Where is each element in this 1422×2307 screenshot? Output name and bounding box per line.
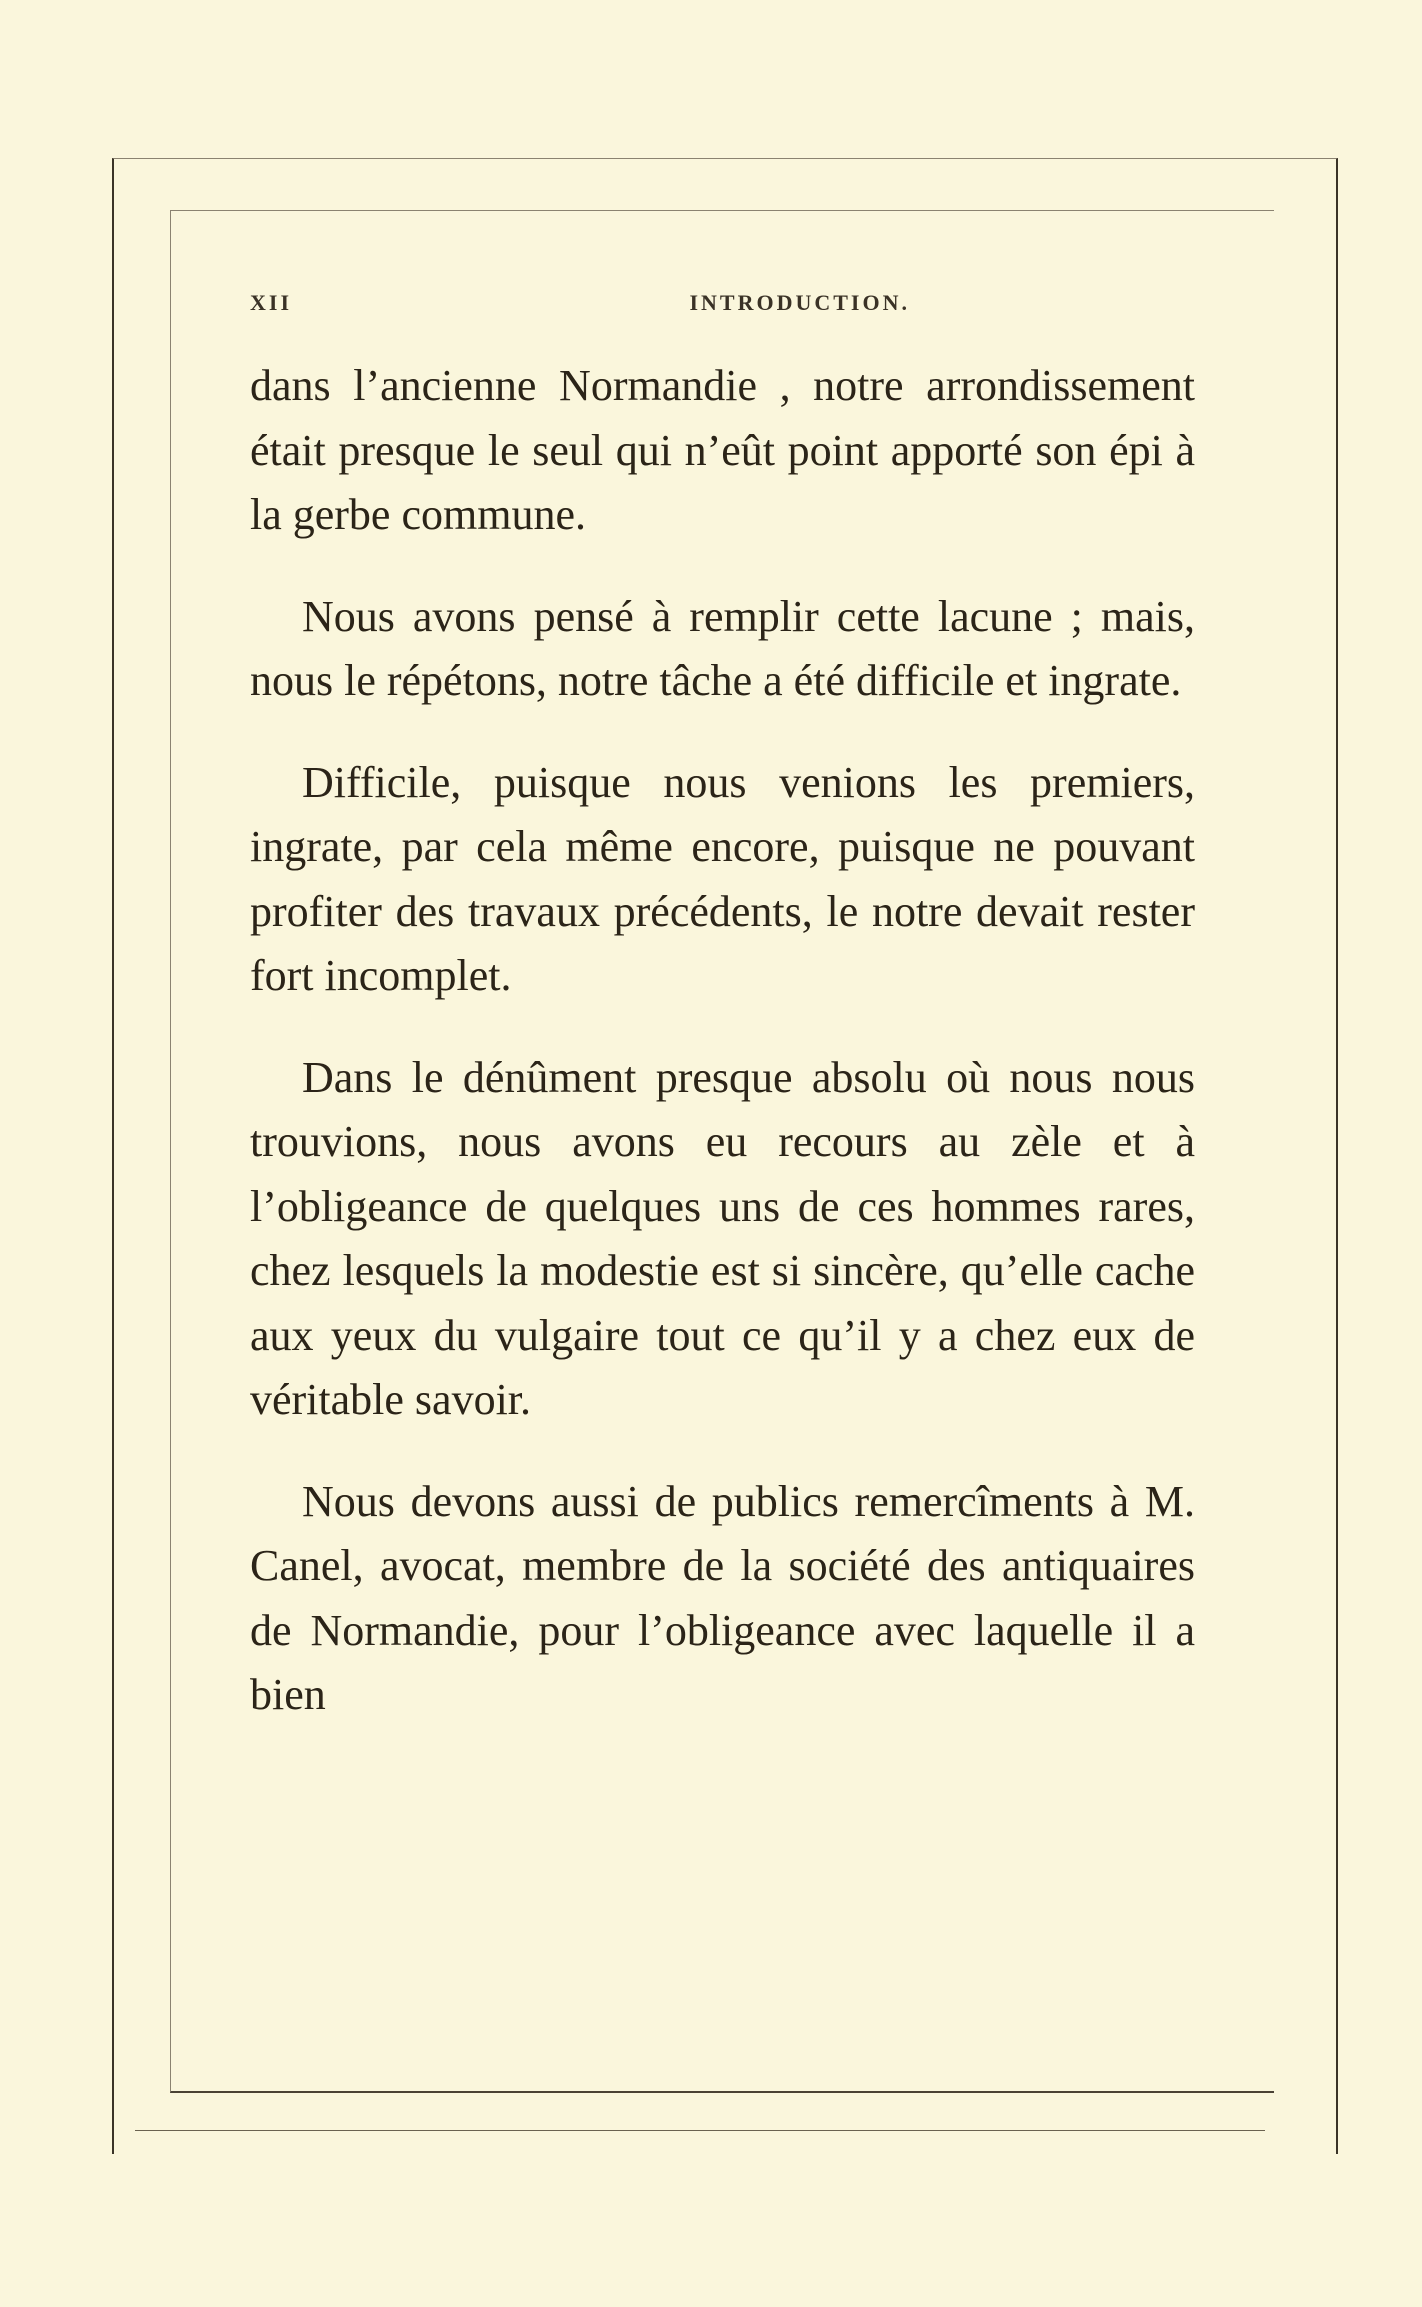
paragraph-5: Nous devons aussi de publics remercîments à M. Canel, avocat, membre de la société des antiquaires de Normandie, pour l’obligeance avec laquelle il a bien [250,1476,1195,1719]
page-number: XII [250,290,293,315]
paragraph-1: dans l’ancienne Normandie , notre arrondissement était presque le seul qui n’eût point apporté son épi à la gerbe commune. [250,361,1195,539]
paragraph-3: Difficile, puisque nous venions les premiers, ingrate, par cela même encore, puisque ne pouvant profiter des travaux précédents, le notre devait rester fort incomplet. [250,757,1195,1000]
bottom-rule [135,2130,1265,2131]
paragraph-2: Nous avons pensé à remplir cette lacune ; mais, nous le répétons, notre tâche a été difficile et ingrate. [250,591,1195,705]
running-title: INTRODUCTION. [689,290,910,315]
running-header [250,290,1195,330]
paragraph-4: Dans le dénûment presque absolu où nous nous trouvions, nous avons eu recours au zèle et à l’obligeance de quelques uns de ces hommes rares, chez lesquels la modestie est si sincère, qu’elle cache aux yeux du vulgaire tout ce qu’il y a chez eux de véritable savoir. [250,1052,1195,1424]
page-content [250,290,1195,1728]
